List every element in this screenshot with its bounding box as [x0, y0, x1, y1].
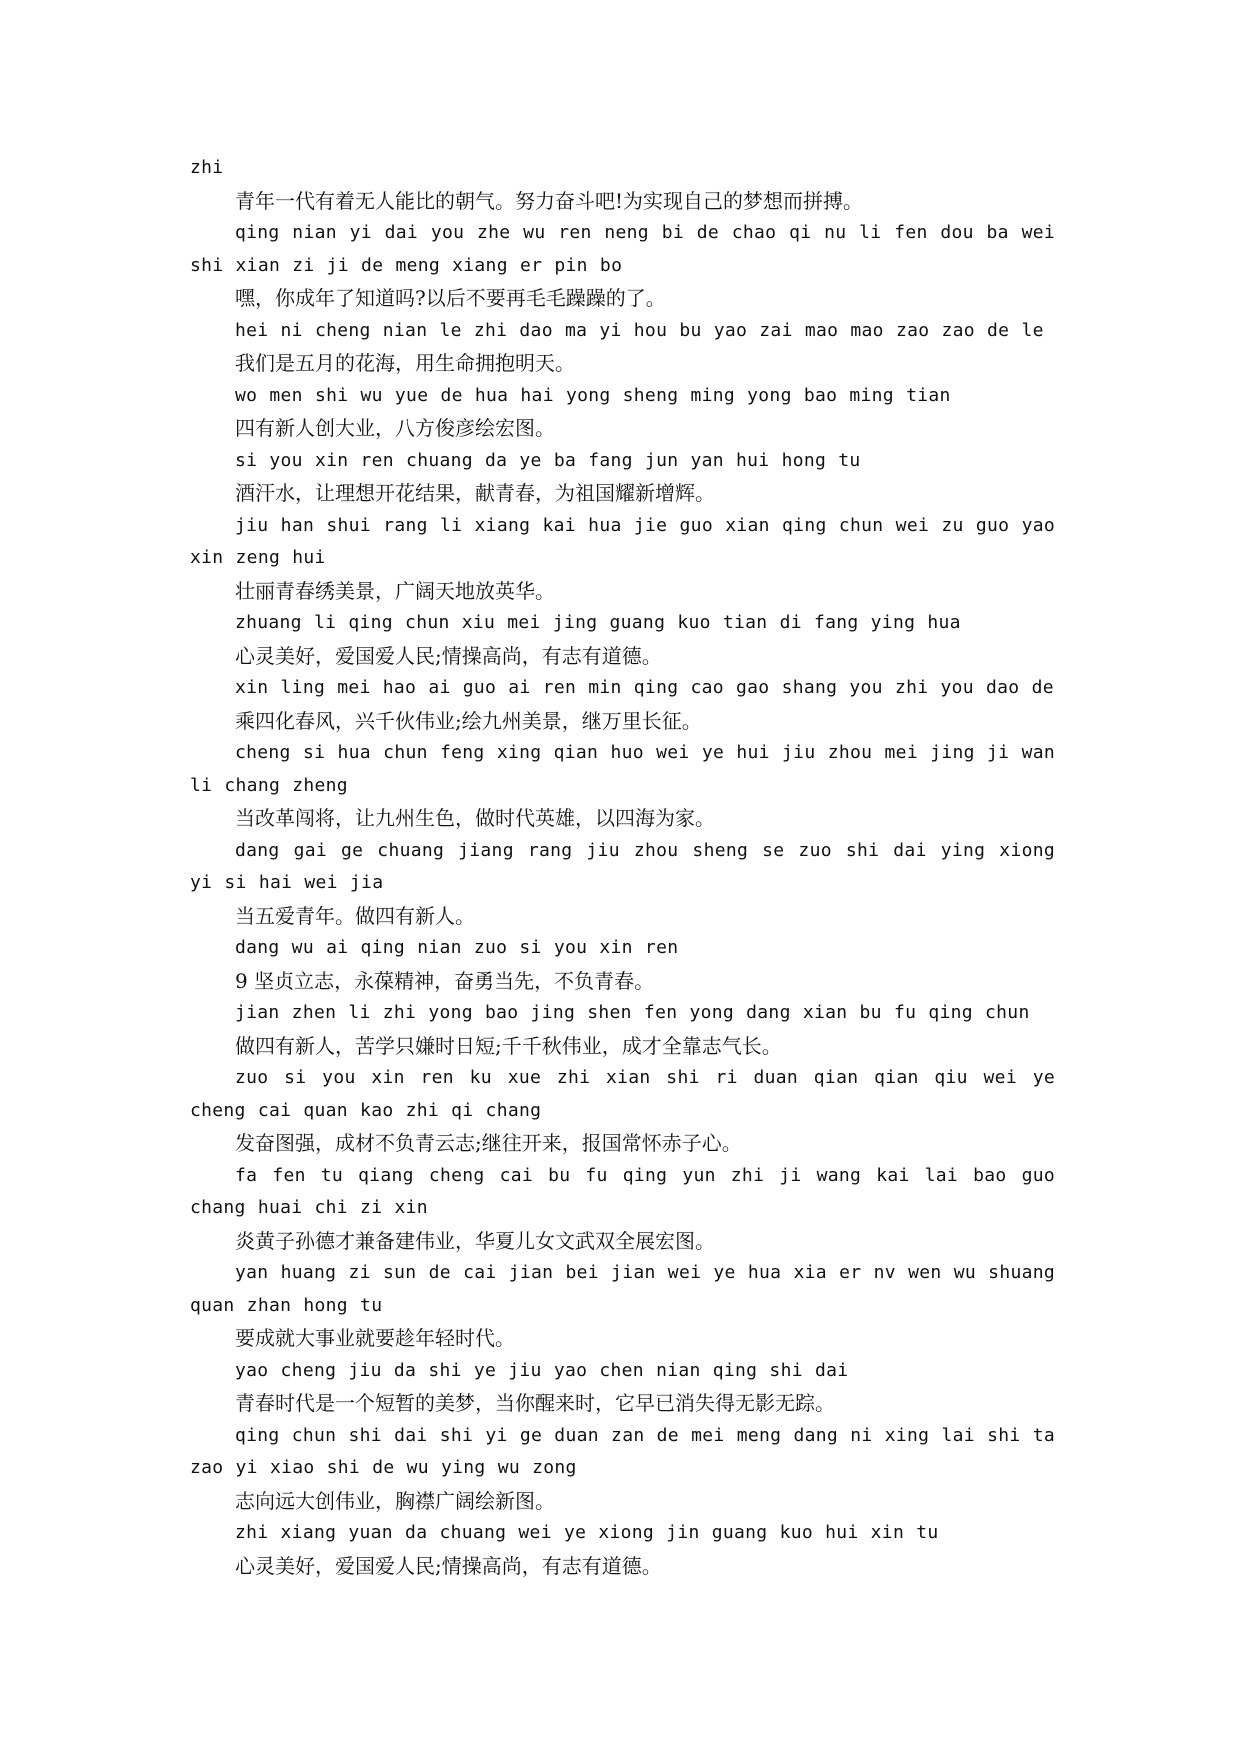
pinyin-line: zhi: [190, 157, 224, 178]
chinese-line: 酒汗水，让理想开花结果，献青春，为祖国耀新增辉。: [235, 481, 715, 505]
pinyin-line: zhuang li qing chun xiu mei jing guang kuo tian di fang ying hua: [235, 612, 961, 633]
chinese-line: 当五爱青年。做四有新人。: [235, 903, 475, 928]
chinese-line: 心灵美好，爱国爱人民;情操高尚，有志有道德。: [235, 643, 662, 668]
chinese-line: 乘四化春风，兴千伙伟业;绘九州美景，继万里长征。: [235, 708, 702, 733]
chinese-line: 9 坚贞立志，永葆精神，奋勇当先，不负青春。: [235, 968, 655, 993]
pinyin-line: dang gai ge chuang jiang rang jiu zhou sheng se zuo shi dai ying xiong yi si hai wei jia: [190, 839, 1055, 893]
chinese-line: 嘿，你成年了知道吗?以后不要再毛毛躁躁的了。: [235, 286, 666, 310]
chinese-line: 炎黄子孙德才兼备建伟业，华夏儿女文武双全展宏图。: [235, 1228, 715, 1253]
chinese-line: 四有新人创大业，八方俊彦绘宏图。: [235, 416, 555, 440]
chinese-line: 青年一代有着无人能比的朝气。努力奋斗吧!为实现自己的梦想而拼搏。: [235, 188, 864, 213]
pinyin-line: si you xin ren chuang da ye ba fang jun yan hui hong tu: [235, 449, 861, 471]
chinese-line: 壮丽青春绣美景，广阔天地放英华。: [235, 578, 555, 603]
pinyin-line: fa fen tu qiang cheng cai bu fu qing yun zhi ji wang kai lai bao guo chang huai chi zi xin: [190, 1164, 1055, 1218]
pinyin-line: qing chun shi dai shi yi ge duan zan de mei meng dang ni xing lai shi ta zao yi xiao shi de wu ying wu zong: [190, 1424, 1055, 1478]
pinyin-line: yao cheng jiu da shi ye jiu yao chen nian qing shi dai: [235, 1359, 849, 1381]
chinese-line: 要成就大事业就要趁年轻时代。: [235, 1326, 515, 1350]
pinyin-line: qing nian yi dai you zhe wu ren neng bi de chao qi nu li fen dou ba wei shi xian zi ji de meng xiang er pin bo: [190, 222, 1055, 276]
pinyin-line: cheng si hua chun feng xing qian huo wei ye hui jiu zhou mei jing ji wan li chang zheng: [190, 742, 1055, 796]
chinese-line: 做四有新人，苦学只嫌时日短;千千秋伟业，成才全靠志气长。: [235, 1033, 782, 1058]
chinese-line: 心灵美好，爱国爱人民;情操高尚，有志有道德。: [235, 1553, 662, 1578]
chinese-line: 志向远大创伟业，胸襟广阔绘新图。: [235, 1488, 555, 1513]
pinyin-line: jian zhen li zhi yong bao jing shen fen yong dang xian bu fu qing chun: [235, 1002, 1030, 1023]
pinyin-line: wo men shi wu yue de hua hai yong sheng ming yong bao ming tian: [235, 384, 951, 406]
pinyin-line: yan huang zi sun de cai jian bei jian wei ye hua xia er nv wen wu shuang quan zhan hong tu: [190, 1262, 1055, 1316]
document-body: [190, 152, 1055, 1582]
pinyin-line: jiu han shui rang li xiang kai hua jie guo xian qing chun wei zu guo yao xin zeng hui: [190, 514, 1055, 568]
chinese-line: 发奋图强，成材不负青云志;继往开来，报国常怀赤子心。: [235, 1131, 742, 1155]
pinyin-line: zuo si you xin ren ku xue zhi xian shi ri duan qian qian qiu wei ye cheng cai quan kao zhi qi chang: [190, 1067, 1055, 1121]
chinese-line: 当改革闯将，让九州生色，做时代英雄，以四海为家。: [235, 806, 715, 830]
pinyin-line: xin ling mei hao ai guo ai ren min qing cao gao shang you zhi you dao de: [235, 677, 1054, 698]
pinyin-line: hei ni cheng nian le zhi dao ma yi hou bu yao zai mao mao zao zao de le: [235, 319, 1044, 341]
pinyin-line: dang wu ai qing nian zuo si you xin ren: [235, 937, 679, 958]
pinyin-line: zhi xiang yuan da chuang wei ye xiong jin guang kuo hui xin tu: [235, 1522, 939, 1543]
chinese-line: 我们是五月的花海，用生命拥抱明天。: [235, 351, 575, 375]
chinese-line: 青春时代是一个短暂的美梦，当你醒来时，它早已消失得无影无踪。: [235, 1391, 835, 1415]
